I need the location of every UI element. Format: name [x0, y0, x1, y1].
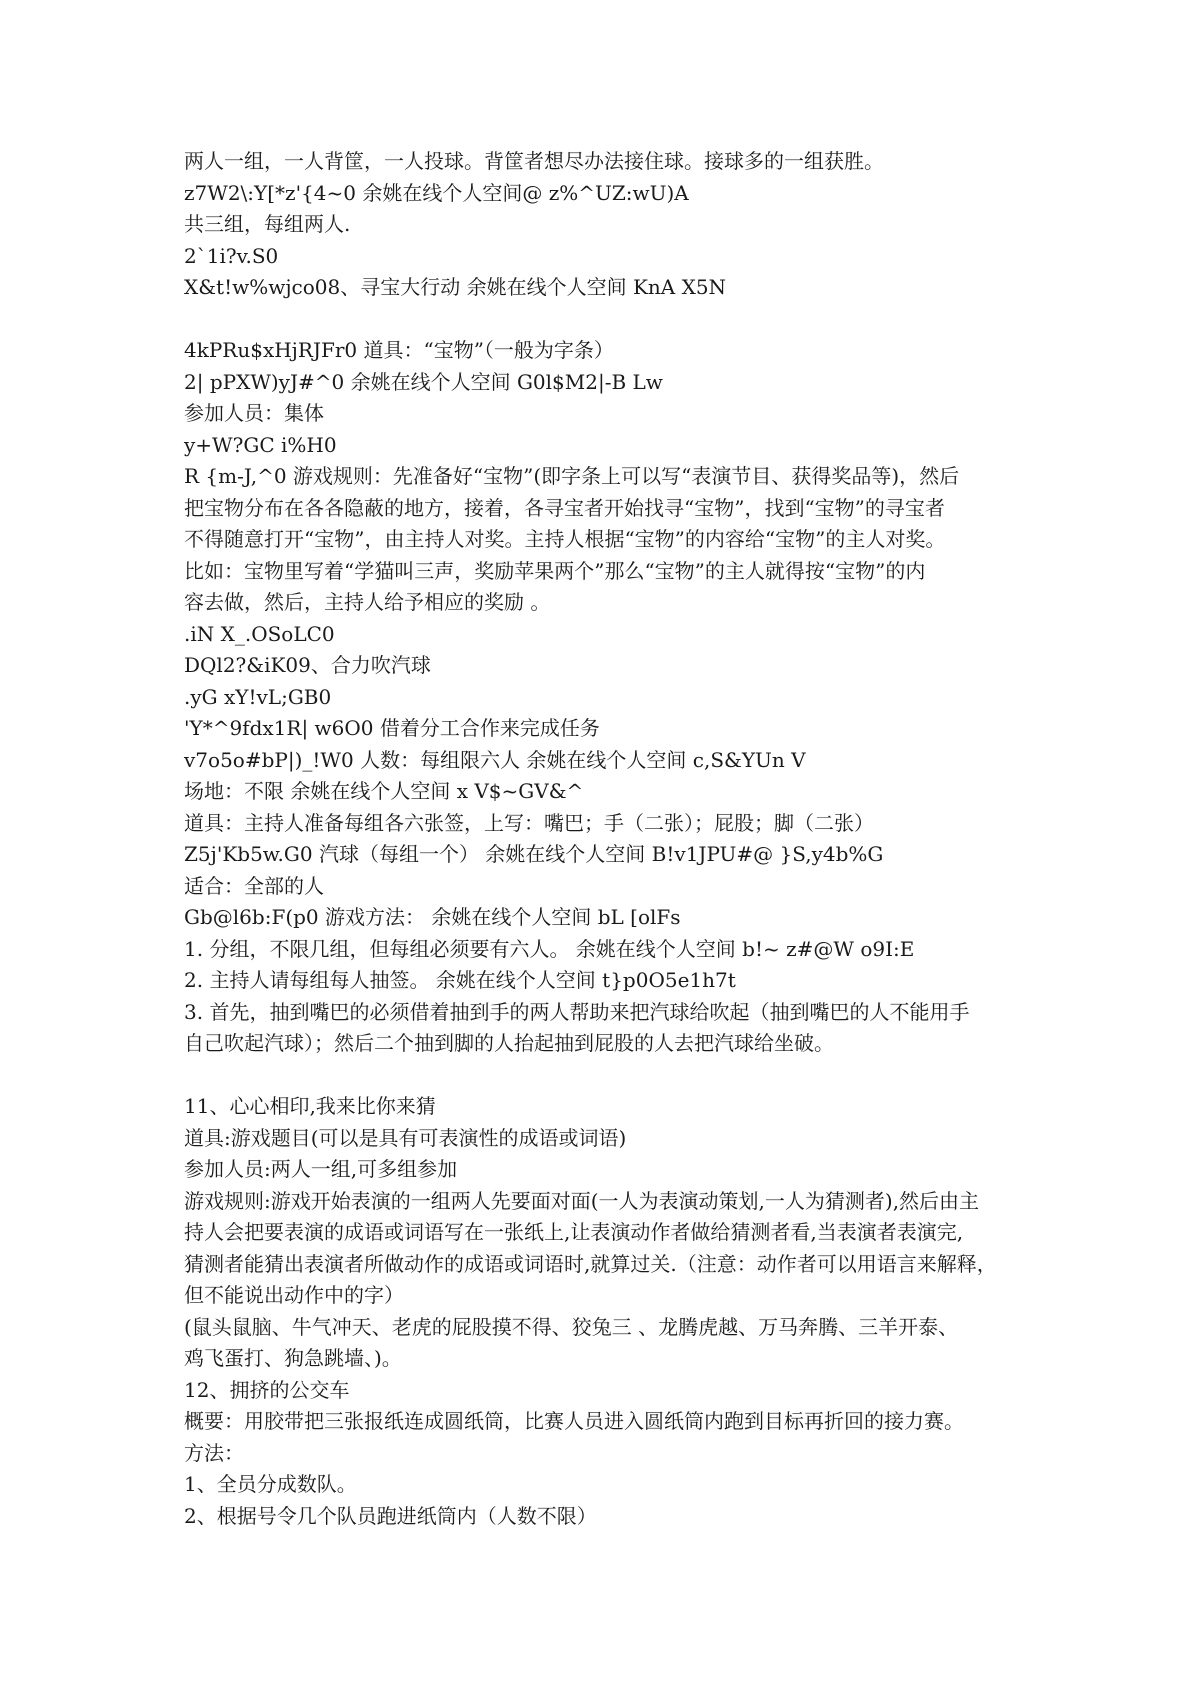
text-line: 2. 主持人请每组每人抽签。 余姚在线个人空间 t}p0O5e1h7t: [184, 968, 736, 992]
text-line: 共三组，每组两人.: [184, 212, 351, 236]
text-line: 猜测者能猜出表演者所做动作的成语或词语时,就算过关.（注意：动作者可以用语言来解释，: [184, 1251, 997, 1276]
text-line: X&t!w%wjco08、寻宝大行动 余姚在线个人空间 KnA X5N: [184, 275, 727, 299]
blank-line: [184, 304, 1044, 336]
text-line: 3. 首先，抽到嘴巴的必须借着抽到手的两人帮助来把汽球给吹起（抽到嘴巴的人不能用手: [184, 999, 970, 1024]
text-line: 4kPRu$xHjRJFr0 道具：“宝物”（一般为字条）: [184, 338, 614, 362]
text-line: z7W2\:Y[*z'{4~0 余姚在线个人空间@ z%^UZ:wU)A: [184, 180, 689, 205]
text-line: Z5j'Kb5w.G0 汽球（每组一个） 余姚在线个人空间 B!v1JPU#@ }S,y4b%G: [184, 842, 884, 866]
text-line: 'Y*^9fdx1R| w6O0 借着分工合作来完成任务: [184, 716, 600, 740]
text-line: 参加人员：集体: [184, 401, 324, 425]
text-line: 场地：不限 余姚在线个人空间 x V$~GV&^: [184, 779, 584, 803]
text-line: v7o5o#bP|)_!W0 人数：每组限六人 余姚在线个人空间 c,S&YUn V: [184, 747, 806, 772]
section-heading: 11、心心相印,我来比你来猜: [184, 1094, 436, 1118]
text-line: 1、全员分成数队。: [184, 1472, 357, 1496]
text-line: 道具：主持人准备每组各六张签，上写：嘴巴；手（二张）；屁股；脚（二张）: [184, 810, 874, 835]
text-line: 比如：宝物里写着“学猫叫三声，奖励苹果两个”那么“宝物”的主人就得按“宝物”的内: [184, 558, 926, 583]
text-line: 把宝物分布在各各隐蔽的地方，接着，各寻宝者开始找寻“宝物”，找到“宝物”的寻宝者: [184, 495, 945, 520]
text-line: (鼠头鼠脑、牛气冲天、老虎的屁股摸不得、狡兔三 、龙腾虎越、万马奔腾、三羊开泰、: [184, 1314, 959, 1339]
text-line: 不得随意打开“宝物”，由主持人对奖。主持人根据“宝物”的内容给“宝物”的主人对奖。: [184, 527, 946, 551]
text-line: DQl2?&iK09、合力吹汽球: [184, 653, 431, 677]
text-line: 持人会把要表演的成语或词语写在一张纸上,让表演动作者做给猜测者看,当表演者表演完,: [184, 1220, 964, 1244]
text-line: Gb@l6b:F(p0 游戏方法： 余姚在线个人空间 bL [olFs: [184, 905, 681, 929]
text-line: 方法：: [184, 1440, 244, 1465]
text-line: 但不能说出动作中的字）: [184, 1283, 404, 1307]
text-line: .yG xY!vL;GB0: [184, 684, 332, 709]
text-line: 2、根据号令几个队员跑进纸筒内（人数不限）: [184, 1503, 597, 1528]
text-line: y+W?GC i%H0: [184, 432, 337, 457]
text-line: 两人一组，一人背筐，一人投球。背筐者想尽办法接住球。接球多的一组获胜。: [184, 149, 884, 173]
text-line: 2`1i?v.S0: [184, 243, 279, 268]
section-heading: 12、拥挤的公交车: [184, 1377, 350, 1402]
blank-line: [184, 1060, 1044, 1092]
text-line: 参加人员:两人一组,可多组参加: [184, 1157, 458, 1181]
text-line: 适合：全部的人: [184, 873, 324, 898]
text-line: R {m-J,^0 游戏规则：先准备好“宝物”(即字条上可以写“表演节目、获得奖品等)，然后: [184, 464, 960, 488]
text-line: 游戏规则:游戏开始表演的一组两人先要面对面(一人为表演动策划,一人为猜测者),然后由主: [184, 1188, 980, 1213]
text-line: 1. 分组，不限几组，但每组必须要有六人。 余姚在线个人空间 b!~ z#@W o9I:E: [184, 936, 915, 961]
text-line: 容去做，然后，主持人给予相应的奖励 。: [184, 590, 551, 614]
text-line: 鸡飞蛋打、狗急跳墙、)。: [184, 1346, 402, 1370]
document-body: [184, 146, 1044, 1532]
text-line: 概要：用胶带把三张报纸连成圆纸筒，比赛人员进入圆纸筒内跑到目标再折回的接力赛。: [184, 1409, 964, 1433]
text-line: .iN X_.OSoLC0: [184, 621, 335, 646]
text-line: 2| pPXW)yJ#^0 余姚在线个人空间 G0l$M2|-B Lw: [184, 369, 663, 394]
text-line: 道具:游戏题目(可以是具有可表演性的成语或词语): [184, 1125, 627, 1150]
text-line: 自己吹起汽球）；然后二个抽到脚的人抬起抽到屁股的人去把汽球给坐破。: [184, 1031, 834, 1055]
